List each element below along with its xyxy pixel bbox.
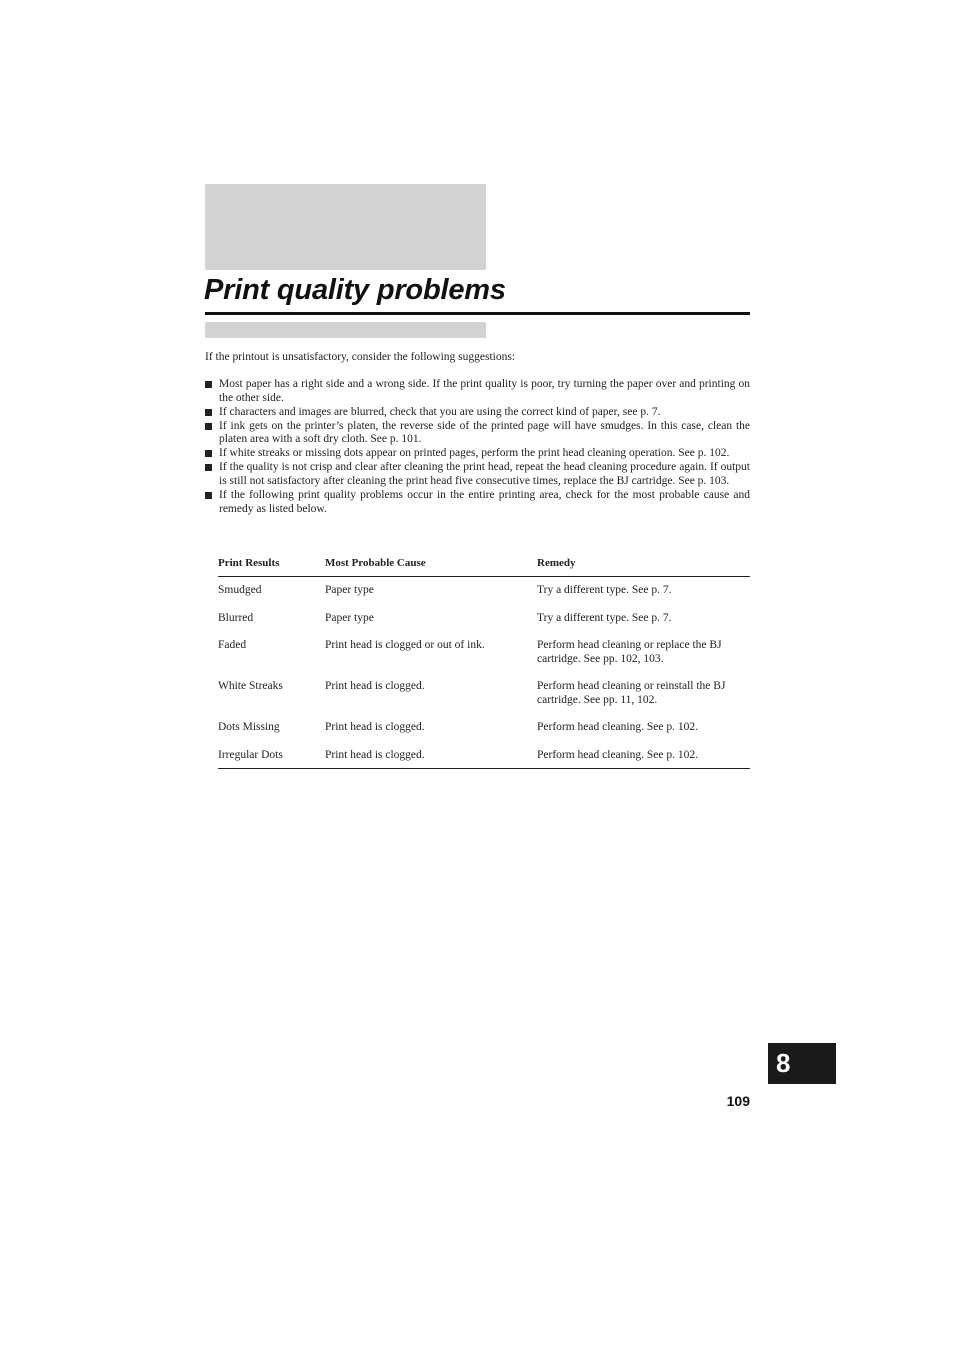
table-body [218,577,750,769]
header-decoration-block [205,184,486,270]
page-number: 109 [726,1093,750,1109]
list-item-text: If the following print quality problems occur in the entire printing area, check for the most probable cause and remedy as listed below. [219,489,750,515]
table-row [218,749,750,763]
cell-print-result: White Streaks [218,680,283,692]
cell-cause: Print head is clogged or out of ink. [325,639,485,651]
list-item [205,420,750,447]
cell-print-result: Dots Missing [218,721,280,733]
list-item [205,406,750,420]
cell-remedy: Perform head cleaning. See p. 102. [537,748,698,761]
title-rule [205,312,750,315]
cell-remedy: Try a different type. See p. 7. [537,611,672,624]
cell-print-result: Smudged [218,584,262,596]
list-item [205,461,750,488]
list-item [205,489,750,516]
suggestion-list [205,378,750,517]
square-bullet-icon [205,464,212,471]
square-bullet-icon [205,381,212,388]
cell-print-result: Faded [218,639,247,651]
cell-remedy: Perform head cleaning or replace the BJ cartridge. See pp. 102, 103. [537,639,722,665]
list-item-text: If ink gets on the printer’s platen, the reverse side of the printed page will have smudges. In this case, clean the platen area with a soft dry cloth. See p. 101. [219,419,750,446]
square-bullet-icon [205,450,212,457]
cell-remedy: Perform head cleaning or reinstall the BJ cartridge. See pp. 11, 102. [537,680,726,706]
cell-cause: Print head is clogged. [325,680,425,692]
cell-print-result: Irregular Dots [218,748,283,761]
square-bullet-icon [205,423,212,430]
cell-cause: Print head is clogged. [325,721,425,733]
cell-remedy: Try a different type. See p. 7. [537,584,672,596]
intro-paragraph: If the printout is unsatisfactory, consider the following suggestions: [205,351,516,363]
square-bullet-icon [205,492,212,499]
list-item-text: If white streaks or missing dots appear on printed pages, perform the print head cleaning operation. See p. 102. [219,447,730,460]
table-header [218,556,750,577]
cell-cause: Print head is clogged. [325,748,425,761]
page-title: Print quality problems [204,274,506,306]
cell-remedy: Perform head cleaning. See p. 102. [537,721,698,733]
print-quality-table [218,556,750,769]
table-row [218,639,750,666]
list-item [205,378,750,405]
chapter-tab: 8 [768,1043,836,1084]
table-row [218,721,750,735]
square-bullet-icon [205,409,212,416]
header-remedy: Remedy [537,557,576,569]
list-item-text: If characters and images are blurred, check that you are using the correct kind of paper, see p. 7. [219,405,661,418]
cell-cause: Paper type [325,611,374,624]
cell-cause: Paper type [325,584,374,596]
table-row [218,584,750,598]
table-row [218,680,750,707]
list-item-text: Most paper has a right side and a wrong side. If the print quality is poor, try turning the paper over and printing on the other side. [219,378,750,404]
subheader-decoration-bar [205,322,486,338]
cell-print-result: Blurred [218,611,254,624]
list-item [205,447,750,461]
header-print-results: Print Results [218,557,280,569]
list-item-text: If the quality is not crisp and clear after cleaning the print head, repeat the head cleaning procedure again. If output is still not satisfactory after cleaning the print head five consecutive times, replace the BJ cartridge. See p. 103. [219,461,750,488]
header-most-probable-cause: Most Probable Cause [325,557,426,569]
table-row [218,612,750,626]
